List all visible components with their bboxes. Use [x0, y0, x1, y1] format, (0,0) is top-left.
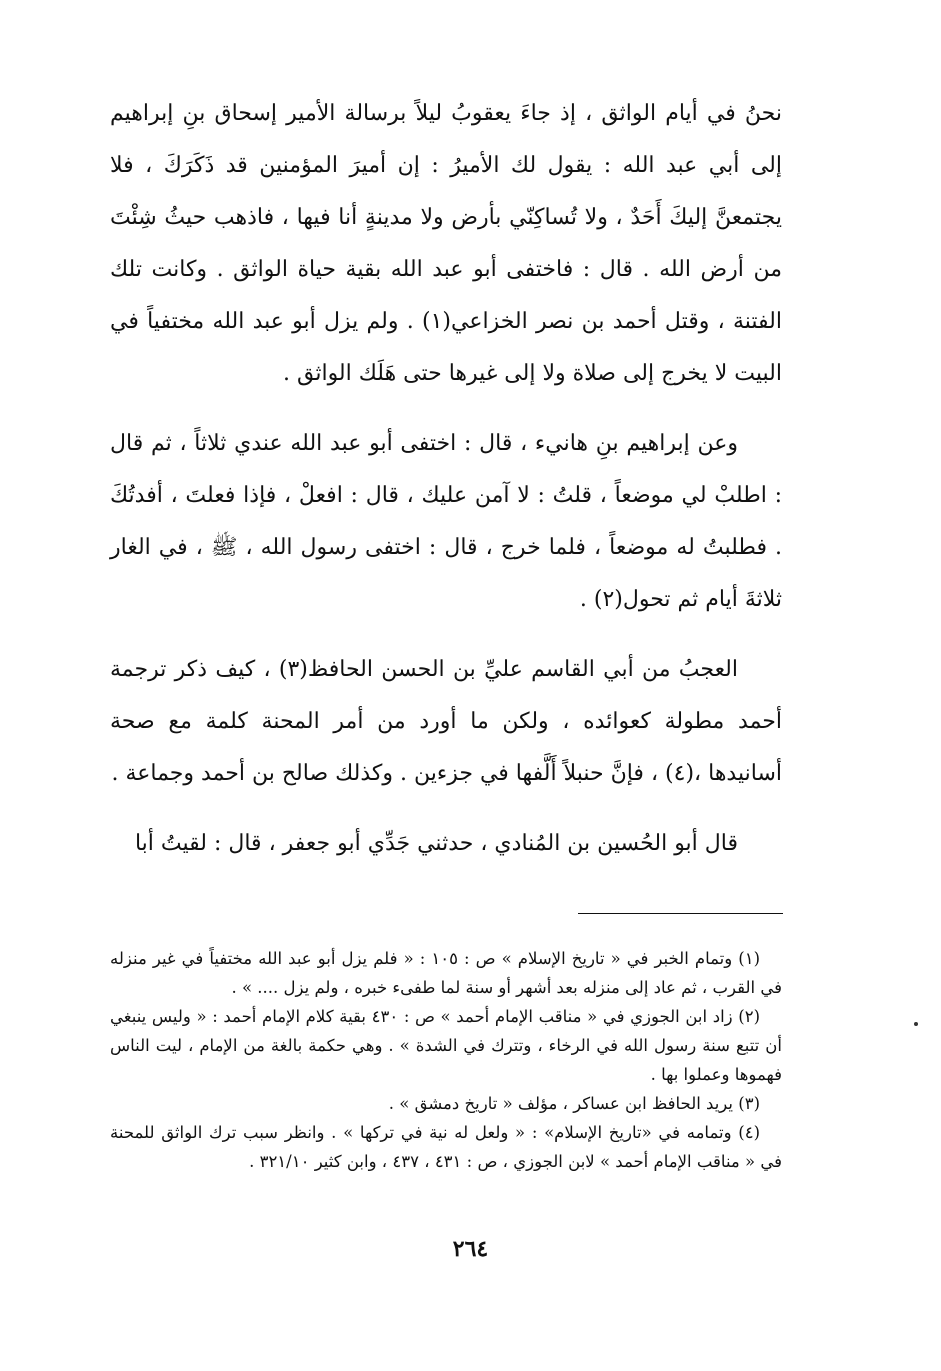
margin-dot [914, 1022, 918, 1026]
footnotes [110, 944, 782, 1176]
footnote-4: (٤) وتمامه في «تاريخ الإسلام» : « ولعل له نية في تركها » . وانظر سبب ترك الواثق للمحنة في « مناقب الإمام أحمد » لابن الجوزي ، ص : ٤٣١ ، ٤٣٧ ، وابن كثير ٣٢١/١٠ . [110, 1123, 782, 1171]
footnote-separator [578, 913, 783, 914]
footnote-2: (٢) زاد ابن الجوزي في « مناقب الإمام أحمد » ص : ٤٣٠ بقية كلام الإمام أحمد : « وليس ينبغي أن تتبع سنة رسول الله في الرخاء ، وتترك في الشدة » . وهي حكمة بالغة من الإمام ، ليت الناس فهموها وعملوا بها . [110, 1007, 782, 1084]
paragraph-4: قال أبو الحُسين بن المُنادي ، حدثني جَدِّي أبو جعفر ، قال : لقيتُ أبا [134, 831, 738, 856]
paragraph-1: نحنُ في أيام الواثق ، إذ جاءَ يعقوبُ ليلاً برسالة الأمير إسحاق بنِ إبراهيم إلى أبي عبد الله : يقول لك الأميرُ : إن أميرَ المؤمنين قد ذَكَرَكَ ، فلا يجتمعنَّ إليكَ أَحَدٌ ، ولا تُساكِنّي بأرض ولا مدينةٍ أنا فيها ، فاذهب حيثُ شِئْتَ من أرض الله . قال : فاختفى أبو عبد الله بقية حياة الواثق . وكانت تلك الفتنة ، وقتل أحمد بن نصر الخزاعي(١) . ولم يزل أبو عبد الله مختفياً في البيت لا يخرج إلى صلاة ولا إلى غيرها حتى هَلَك الواثق . [110, 101, 782, 386]
main-text [110, 88, 782, 888]
page-number: ٢٦٤ [452, 1236, 489, 1262]
paragraph-3: العجبُ من أبي القاسم عليِّ بن الحسن الحافظ(٣) ، كيف ذكر ترجمة أحمد مطولة كعوائده ، ولكن ما أورد من أمر المحنة كلمة مع صحة أسانيدها ،(٤) ، فإنَّ حنبلاً أَلَّفها في جزءين . وكذلك صالح بن أحمد وجماعة . [110, 657, 782, 786]
paragraph-2: وعن إبراهيم بنِ هانيء ، قال : اختفى أبو عبد الله عندي ثلاثاً ، ثم قال : اطلبْ لي موضعاً ، قلتُ : لا آمن عليك ، قال : افعلْ ، فإذا فعلتَ ، أفدتُكَ . فطلبتُ له موضعاً ، فلما خرج ، قال : اختفى رسول الله ، ﷺ ، في الغار ثلاثةَ أيام ثم تحول(٢) . [110, 431, 782, 612]
footnote-1: (١) وتمام الخبر في « تاريخ الإسلام » ص : ١٠٥ : « فلم يزل أبو عبد الله مختفياً في غير منزله في القرب ، ثم عاد إلى منزله بعد أشهر أو سنة لما طفىء خبره ، ولم يزل .... » . [110, 949, 782, 997]
footnote-3: (٣) يريد الحافظ ابن عساكر ، مؤلف « تاريخ دمشق » . [388, 1094, 760, 1113]
